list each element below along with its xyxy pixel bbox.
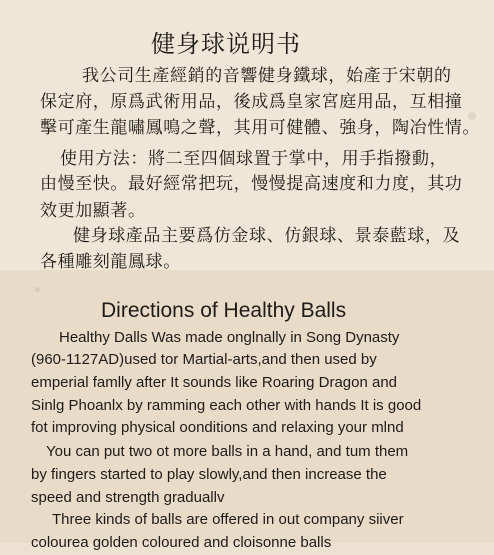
english-paragraph-line: emperial famlly after It sounds like Roaring Dragon and (31, 374, 398, 391)
chinese-paragraph-line: 保定府，原爲武術用品，後成爲皇家宮庭用品，互相撞 (40, 92, 463, 112)
english-paragraph-line: Healthy Dalls Was made onglnally in Song Dynasty (59, 329, 400, 346)
english-paragraph-line: colourea golden coloured and cloisonne balls (31, 534, 332, 551)
english-paragraph-line: fot improving physical oonditions and relaxing your mlnd (31, 419, 404, 436)
chinese-title: 健身球说明书 (151, 30, 301, 58)
english-paragraph-line: (960-1127AD)used tor Martial-arts,and then used by (31, 351, 377, 368)
chinese-paragraph-line: 效更加顯著。 (40, 201, 146, 221)
english-paragraph-line: You can put two ot more balls in a hand, and tum them (46, 443, 409, 460)
english-paragraph-line: Sinlg Phoanlx by ramming each other with hands It is good (31, 397, 422, 414)
chinese-paragraph-line: 由慢至快。最好經常把玩，慢慢提高速度和力度，其功 (40, 174, 463, 194)
english-paragraph-line: speed and strength graduallv (31, 489, 225, 506)
chinese-paragraph-line: 各種雕刻龍鳳球。 (40, 252, 181, 272)
chinese-paragraph-line: 使用方法：將二至四個球置于掌中，用手指撥動， (60, 149, 448, 169)
english-paragraph-line: Three kinds of balls are offered in out company siiver (52, 511, 404, 528)
english-paragraph-line: by fingers started to play slowly,and then increase the (31, 466, 387, 483)
english-title: Directions of Healthy Balls (101, 299, 347, 322)
paper-stain (35, 287, 40, 292)
chinese-paragraph-line: 健身球產品主要爲仿金球、仿銀球、景泰藍球，及 (73, 226, 461, 246)
chinese-paragraph-line: 擊可產生龍嘯鳳鳴之聲，其用可健體、強身，陶冶性情。 (40, 118, 480, 138)
chinese-paragraph-line: 我公司生產經銷的音響健身鐵球，始產于宋朝的 (82, 66, 452, 86)
